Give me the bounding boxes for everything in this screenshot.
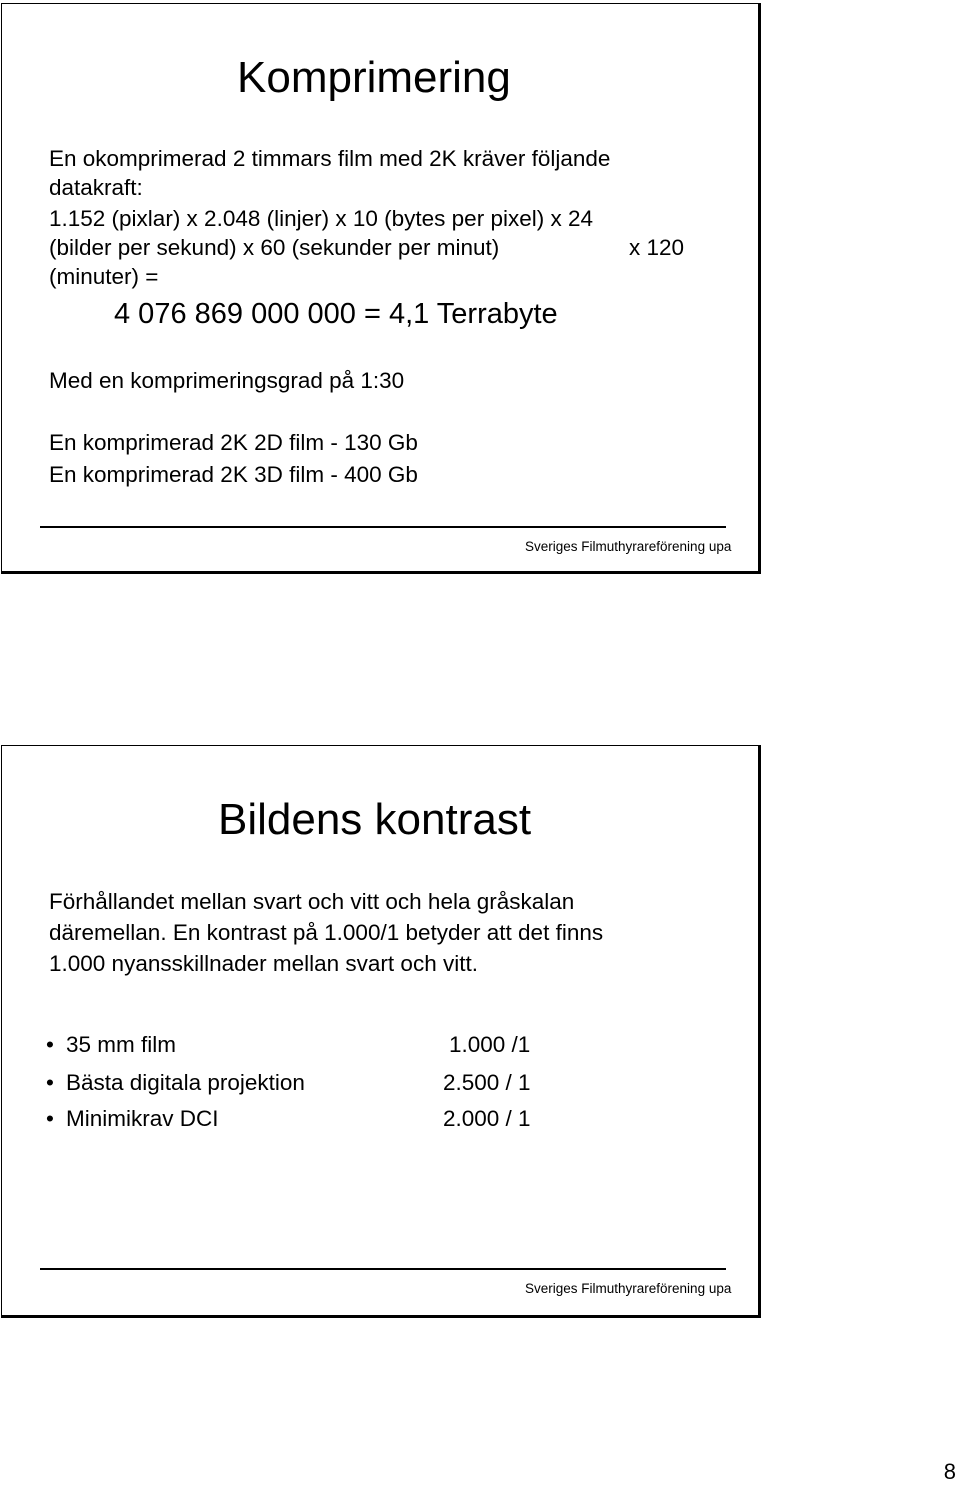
film-3d-size: En komprimerad 2K 3D film - 400 Gb (49, 462, 418, 487)
footer-divider (40, 526, 726, 528)
slide-title: Bildens kontrast (218, 795, 532, 844)
bullet-label: Bästa digitala projektion (66, 1070, 305, 1095)
page-number: 8 (943, 1459, 956, 1484)
compression-ratio: Med en komprimeringsgrad på 1:30 (49, 368, 405, 393)
footer-organization: Sveriges Filmuthyrareförening upa (525, 539, 732, 554)
bullet-label: Minimikrav DCI (66, 1106, 219, 1131)
paragraph-line-3: 1.000 nyansskillnader mellan svart och vitt. (49, 951, 478, 976)
footer-divider (40, 1268, 726, 1270)
bullet-icon: • (46, 1032, 54, 1057)
intro-line-1: En okomprimerad 2 timmars film med 2K kräver följande (49, 146, 611, 171)
bullet-value: 2.000 / 1 (443, 1106, 531, 1131)
paragraph-line-2: däremellan. En kontrast på 1.000/1 betyder att det finns (49, 920, 604, 945)
film-2d-size: En komprimerad 2K 2D film - 130 Gb (49, 430, 418, 455)
bullet-icon: • (46, 1070, 54, 1095)
bullet-item (46, 1108, 219, 1131)
intro-line-2: datakraft: (49, 175, 143, 200)
bullet-item (46, 1072, 305, 1095)
paragraph-line-1: Förhållandet mellan svart och vitt och hela gråskalan (49, 889, 575, 914)
bullet-label: 35 mm film (66, 1032, 177, 1057)
calc-line-2: (bilder per sekund) x 60 (sekunder per minut) (49, 235, 500, 260)
slide-bildens-kontrast (1, 745, 761, 1318)
bullet-icon: • (46, 1106, 54, 1131)
bullet-item (46, 1034, 176, 1057)
result-equation: 4 076 869 000 000 = 4,1 Terrabyte (114, 298, 558, 330)
slide-komprimering (1, 3, 761, 574)
slide-title: Komprimering (237, 53, 511, 102)
bullet-value: 1.000 /1 (449, 1032, 531, 1057)
calc-line-1: 1.152 (pixlar) x 2.048 (linjer) x 10 (bytes per pixel) x 24 (49, 206, 593, 231)
bullet-value: 2.500 / 1 (443, 1070, 531, 1095)
footer-organization: Sveriges Filmuthyrareförening upa (525, 1281, 732, 1296)
calc-line-2-multiplier: x 120 (629, 235, 685, 260)
calc-line-3: (minuter) = (49, 264, 159, 289)
